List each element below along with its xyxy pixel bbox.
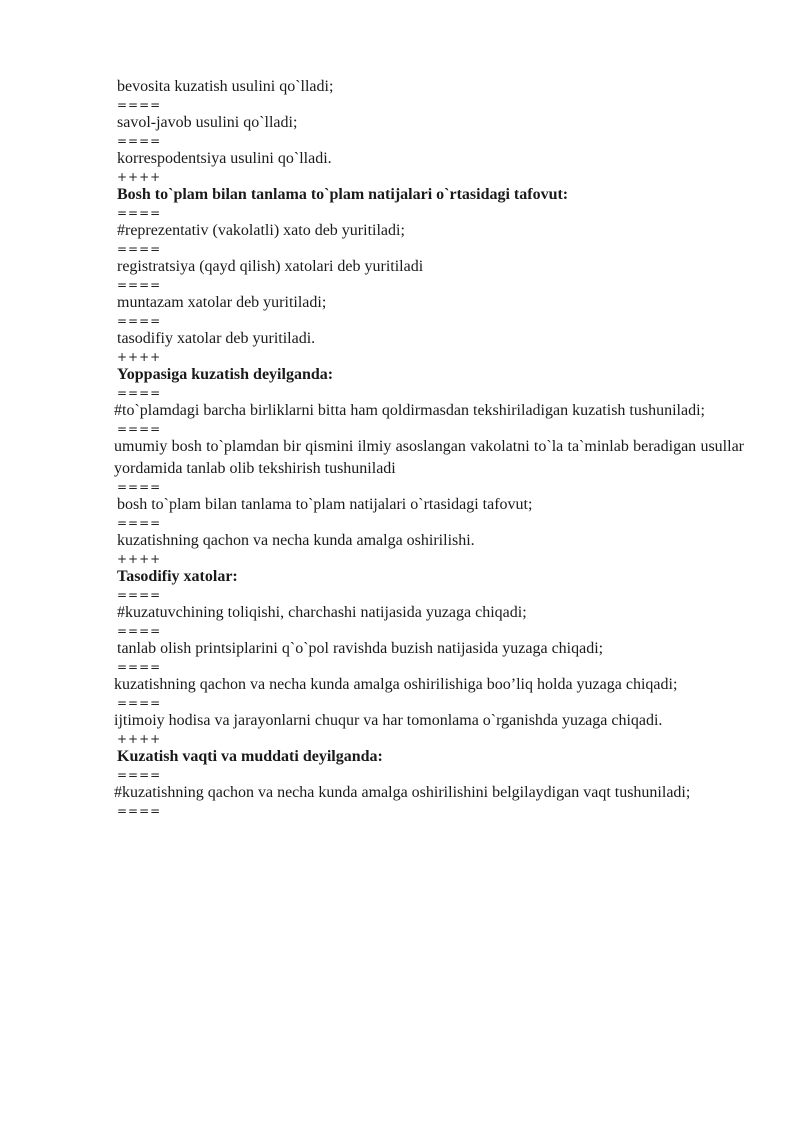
- answer-option: tanlab olish printsiplarini q`o`pol ravishda buzish natijasida yuzaga chiqadi;: [117, 640, 604, 657]
- answer-option: bevosita kuzatish usulini qo`lladi;: [117, 78, 334, 95]
- answer-separator: ====: [117, 768, 162, 782]
- answer-separator: ====: [117, 242, 162, 256]
- answer-separator: ====: [117, 696, 162, 710]
- answer-option: ijtimoiy hodisa va jarayonlarni chuqur va har tomonlama o`rganishda yuzaga chiqadi.: [114, 712, 663, 729]
- answer-option: #to`plamdagi barcha birliklarni bitta ham qoldirmasdan tekshiriladigan kuzatish tushuniladi;: [114, 402, 705, 419]
- answer-separator: ====: [117, 660, 162, 674]
- answer-separator: ====: [117, 588, 162, 602]
- answer-option: korrespodentsiya usulini qo`lladi.: [117, 150, 332, 167]
- test-content: [114, 76, 744, 818]
- answer-option: muntazam xatolar deb yuritiladi;: [117, 294, 327, 311]
- question-separator: ++++: [117, 170, 162, 184]
- answer-separator: ====: [117, 516, 162, 530]
- answer-separator: ====: [117, 804, 162, 818]
- question-separator: ++++: [117, 732, 162, 746]
- answer-option: #kuzatishning qachon va necha kunda amalga oshirilishini belgilaydigan vaqt tushuniladi;: [114, 784, 691, 801]
- answer-separator: ====: [117, 624, 162, 638]
- answer-option: registratsiya (qayd qilish) xatolari deb yuritiladi: [117, 258, 424, 275]
- answer-separator: ====: [117, 480, 162, 494]
- answer-separator: ====: [117, 278, 162, 292]
- answer-option: bosh to`plam bilan tanlama to`plam natijalari o`rtasidagi tafovut;: [117, 496, 533, 513]
- answer-option: umumiy bosh to`plamdan bir qismini ilmiy asoslangan vakolatni to`la ta`minlab beradigan usullar yordamida tanlab olib tekshirish tushuniladi: [114, 438, 744, 477]
- question-text: Kuzatish vaqti va muddati deyilganda:: [117, 748, 383, 765]
- question-separator: ++++: [117, 350, 162, 364]
- answer-option: #reprezentativ (vakolatli) xato deb yuritiladi;: [117, 222, 405, 239]
- answer-separator: ====: [117, 134, 162, 148]
- answer-option: tasodifiy xatolar deb yuritiladi.: [117, 330, 316, 347]
- answer-separator: ====: [117, 386, 162, 400]
- answer-option: kuzatishning qachon va necha kunda amalga oshirilishiga boo’liq holda yuzaga chiqadi;: [114, 676, 678, 693]
- answer-option: savol-javob usulini qo`lladi;: [117, 114, 298, 131]
- answer-separator: ====: [117, 422, 162, 436]
- answer-separator: ====: [117, 206, 162, 220]
- question-text: Bosh to`plam bilan tanlama to`plam natijalari o`rtasidagi tafovut:: [117, 186, 569, 203]
- question-text: Yoppasiga kuzatish deyilganda:: [117, 366, 334, 383]
- answer-separator: ====: [117, 314, 162, 328]
- answer-option: #kuzatuvchining toliqishi, charchashi natijasida yuzaga chiqadi;: [117, 604, 527, 621]
- answer-separator: ====: [117, 98, 162, 112]
- question-text: Tasodifiy xatolar:: [117, 568, 238, 585]
- answer-option: kuzatishning qachon va necha kunda amalga oshirilishi.: [117, 532, 475, 549]
- question-separator: ++++: [117, 552, 162, 566]
